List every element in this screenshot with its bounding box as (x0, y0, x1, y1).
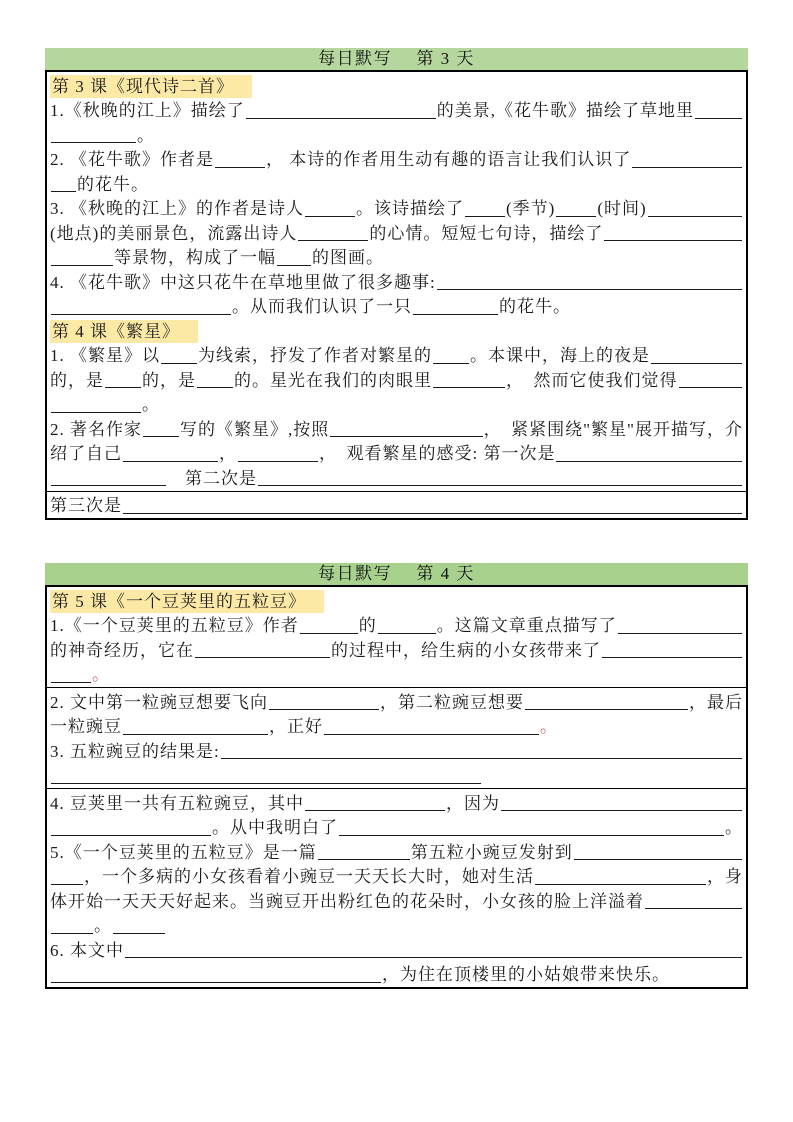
question-text: 第二次是 (167, 468, 257, 488)
text-line (50, 493, 743, 518)
fill-blank (324, 714, 539, 735)
text-line (50, 962, 743, 987)
worksheet-section (45, 563, 748, 989)
question-text: 。 (94, 916, 112, 935)
fill-blank (221, 738, 742, 759)
question-text: 的，是 (142, 370, 196, 390)
course-title-highlight: 第 3 课《现代诗二首》 (50, 75, 252, 98)
fill-blank (238, 441, 318, 462)
text-line (50, 913, 743, 938)
fill-blank (695, 98, 742, 119)
question-text: 的图画。 (312, 248, 384, 267)
question-text: 。 (137, 125, 155, 145)
text-line (50, 367, 743, 392)
table-cell (47, 687, 746, 788)
text-line (50, 738, 743, 763)
question-text: 体开始一天天天好起来。当豌豆开出粉红色的花朵时，小女孩的脸上洋溢着 (50, 891, 644, 911)
text-line (50, 763, 743, 788)
question-text: ，第二粒豌豆想要 (380, 692, 524, 712)
question-text: 。 (142, 395, 160, 414)
fill-blank (51, 763, 481, 784)
question-text: 。本课中，海上的夜是 (470, 346, 650, 365)
question-text: 1.《一个豆荚里的五粒豆》作者 (50, 616, 299, 635)
fill-blank (604, 220, 742, 241)
question-text: 为线索，抒发了作者对繁星的 (198, 346, 432, 365)
text-line (50, 714, 743, 739)
question-text: ，因为 (446, 793, 500, 813)
fill-blank (51, 662, 91, 683)
course-title-highlight: 第 4 课《繁星》 (50, 320, 198, 343)
question-text: 。该诗描绘了 (356, 199, 464, 218)
fill-blank (501, 790, 742, 811)
fill-blank (125, 937, 742, 958)
section-banner (45, 563, 748, 585)
fill-blank (556, 441, 742, 462)
question-text: 。这篇文章重点描写了 (436, 616, 617, 635)
fill-blank (330, 416, 482, 437)
banner-title: 每日默写 第 4 天 (318, 564, 475, 583)
fill-blank (51, 171, 76, 192)
question-text: 的花牛。 (77, 174, 149, 194)
text-line (50, 392, 743, 417)
fill-blank (305, 196, 355, 217)
question-text: ，正好 (269, 717, 323, 736)
fill-blank (413, 294, 498, 315)
fill-blank (651, 343, 742, 364)
question-text: (时间) (597, 199, 647, 218)
text-line (50, 171, 743, 196)
question-text: 1. 《繁星》以 (50, 346, 160, 365)
fill-blank (525, 689, 688, 710)
question-text: ， (219, 444, 237, 463)
fill-blank (161, 343, 197, 364)
question-text: ， 然而它使我们觉得 (506, 370, 678, 390)
text-line (50, 937, 743, 962)
question-text: ，一个多病的小女孩看着小豌豆一天天长大时，她对生活 (84, 867, 534, 886)
fill-blank (105, 367, 141, 388)
fill-blank (433, 343, 469, 364)
fill-blank (277, 245, 311, 266)
fill-blank (51, 815, 211, 836)
question-text: ， 紧紧围绕"繁星"展开描写，介 (483, 419, 743, 439)
text-line (50, 269, 743, 294)
fill-blank (123, 714, 268, 735)
fill-blank (51, 465, 166, 486)
text-line (50, 465, 743, 490)
table-cell (47, 788, 746, 987)
fill-blank (648, 196, 742, 217)
question-text: 的神奇经历，它在 (50, 640, 194, 660)
fill-blank (535, 864, 706, 885)
section-banner (45, 48, 748, 70)
question-text: 绍了自己 (50, 444, 122, 463)
fill-blank (574, 839, 742, 860)
text-line (50, 416, 743, 441)
text-line (50, 689, 743, 714)
fill-blank (197, 367, 233, 388)
fill-blank (51, 864, 83, 885)
question-text: 。从中我明白了 (212, 818, 338, 837)
text-line (50, 196, 743, 221)
fill-blank (51, 392, 141, 413)
table-cell (47, 587, 746, 687)
question-text: ，最后 (689, 692, 743, 712)
text-line (50, 294, 743, 319)
question-text: 。从而我们认识了一只 (232, 297, 412, 316)
question-text: 的。星光在我们的肉眼里 (234, 370, 432, 390)
question-text: ，为住在顶楼里的小姑娘带来快乐。 (382, 965, 670, 984)
fill-blank (618, 613, 742, 634)
worksheet-table (45, 585, 748, 989)
fill-blank (632, 147, 742, 168)
question-text: 的 (358, 616, 377, 635)
question-text: 5.《一个豆荚里的五粒豆》是一篇 (50, 842, 317, 862)
fill-blank (305, 790, 445, 811)
text-line (50, 888, 743, 913)
question-text: 2. 文中第一粒豌豆想要飞向 (50, 692, 268, 712)
fill-blank (300, 613, 358, 634)
question-text: 3. 《秋晚的江上》的作者是诗人 (50, 199, 304, 218)
question-text: ， 观看繁星的感受: 第一次是 (319, 444, 556, 463)
question-text: 第五粒小豌豆发射到 (410, 842, 573, 862)
text-line (50, 613, 743, 638)
fill-blank (339, 815, 724, 836)
question-text: 3. 五粒豌豆的结果是: (50, 741, 220, 761)
banner-title: 每日默写 第 3 天 (318, 49, 475, 68)
question-text: 一粒豌豆 (50, 717, 122, 736)
fill-blank (437, 269, 742, 290)
fill-blank (113, 913, 165, 934)
question-text: 的花牛。 (499, 297, 571, 316)
text-line (50, 122, 743, 147)
text-line (50, 790, 743, 815)
question-text: 6. 本文中 (50, 940, 124, 960)
question-text: 的过程中，给生病的小女孩带来了 (331, 640, 601, 660)
fill-blank (318, 839, 410, 860)
text-line (50, 318, 743, 343)
fill-blank (246, 98, 436, 119)
fill-blank (195, 637, 330, 658)
course-title-highlight: 第 5 课《一个豆荚里的五粒豆》 (50, 590, 324, 613)
question-text: 2. 《花牛歌》作者是 (50, 150, 214, 169)
text-line (50, 839, 743, 864)
text-line (50, 220, 743, 245)
fill-blank (258, 465, 742, 486)
worksheet-section (45, 0, 748, 520)
question-text: 第三次是 (50, 496, 122, 515)
question-text: 的心情。短短七句诗，描绘了 (369, 223, 604, 243)
question-text: ， 本诗的作者用生动有趣的语言让我们认识了 (266, 150, 632, 169)
text-line (50, 147, 743, 172)
text-line (50, 441, 743, 466)
red-period: 。 (540, 717, 558, 736)
text-line (50, 343, 743, 368)
fill-blank (378, 613, 436, 634)
question-text: 。 (725, 818, 743, 837)
question-text: 的美景,《花牛歌》描绘了草地里 (436, 101, 694, 120)
text-line (50, 662, 743, 687)
question-text: (地点)的美丽景色，流露出诗人 (50, 223, 298, 243)
fill-blank (123, 493, 742, 514)
fill-blank (51, 245, 113, 266)
text-line (50, 588, 743, 613)
red-period: 。 (92, 665, 110, 684)
text-line (50, 864, 743, 889)
question-text: 写的《繁星》,按照 (180, 419, 330, 439)
fill-blank (51, 913, 93, 934)
text-line (50, 98, 743, 123)
question-text: (季节) (506, 199, 556, 218)
question-text: 1.《秋晚的江上》描绘了 (50, 101, 245, 120)
fill-blank (645, 888, 742, 909)
question-text: 4. 豆荚里一共有五粒豌豆，其中 (50, 793, 304, 813)
fill-blank (51, 122, 136, 143)
fill-blank (298, 220, 368, 241)
fill-blank (215, 147, 265, 168)
text-line (50, 245, 743, 270)
worksheet-table (45, 70, 748, 520)
table-cell (47, 72, 746, 491)
fill-blank (556, 196, 596, 217)
fill-blank (433, 367, 505, 388)
fill-blank (269, 689, 379, 710)
question-text: 4. 《花牛歌》中这只花牛在草地里做了很多趣事: (50, 272, 436, 292)
table-cell (47, 491, 746, 519)
fill-blank (679, 367, 743, 388)
question-text: 2. 著名作家 (50, 419, 142, 439)
fill-blank (465, 196, 505, 217)
text-line (50, 815, 743, 840)
question-text: 的，是 (50, 370, 104, 390)
fill-blank (123, 441, 218, 462)
text-line (50, 73, 743, 98)
fill-blank (51, 294, 231, 315)
question-text: ，身 (707, 867, 743, 886)
text-line (50, 637, 743, 662)
fill-blank (602, 637, 742, 658)
fill-blank (51, 962, 381, 983)
question-text: 等景物，构成了一幅 (114, 248, 276, 267)
fill-blank (143, 416, 179, 437)
